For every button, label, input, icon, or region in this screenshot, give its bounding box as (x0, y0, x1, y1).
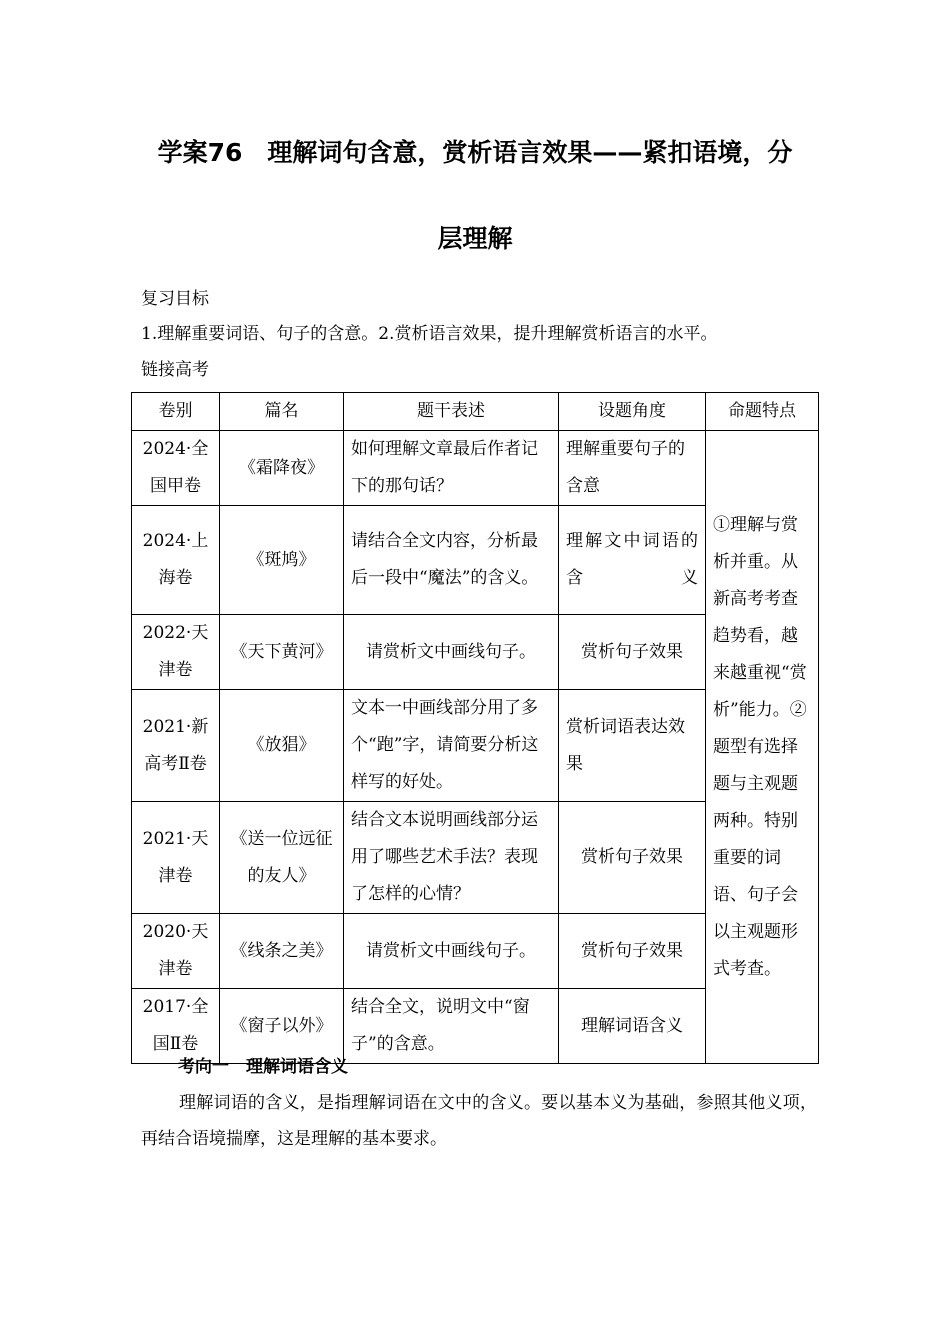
cell-article: 《天下黄河》 (220, 615, 344, 690)
cell-article: 《斑鸠》 (220, 506, 344, 615)
cell-angle: 赏析词语表达效果 (559, 690, 706, 802)
link-exam-heading: 链接高考 (141, 360, 209, 380)
cell-angle: 理解词语含义 (559, 989, 706, 1064)
cell-angle: 理解文中词语的含义 (559, 506, 706, 615)
cell-feature: ①理解与赏析并重。从新高考考查趋势看，越来越重视“赏析”能力。②题型有选择题与主观题两种。特别重要的词语、句子会以主观题形式考查。 (706, 431, 819, 1064)
cell-question: 结合全文，说明文中“窗子”的含意。 (344, 989, 559, 1064)
table-row (132, 431, 819, 506)
cell-paper: 2024·全国甲卷 (132, 431, 220, 506)
section-heading: 考向一 理解词语含义 (178, 1057, 348, 1077)
cell-article: 《送一位远征的友人》 (220, 802, 344, 914)
header-feature: 命题特点 (706, 393, 819, 431)
cell-angle: 赏析句子效果 (559, 914, 706, 989)
cell-paper: 2021·新高考Ⅱ卷 (132, 690, 220, 802)
cell-question: 文本一中画线部分用了多个“跑”字，请简要分析这样写的好处。 (344, 690, 559, 802)
cell-paper: 2020·天津卷 (132, 914, 220, 989)
review-goal-text: 1.理解重要词语、句子的含意。2.赏析语言效果，提升理解赏析语言的水平。 (141, 324, 718, 344)
page-title-line-2: 层理解 (437, 224, 513, 253)
exam-table (131, 392, 819, 1064)
cell-angle: 赏析句子效果 (559, 802, 706, 914)
cell-question: 请赏析文中画线句子。 (344, 914, 559, 989)
cell-paper: 2017·全国Ⅱ卷 (132, 989, 220, 1064)
cell-paper: 2021·天津卷 (132, 802, 220, 914)
cell-question: 请结合全文内容，分析最后一段中“魔法”的含义。 (344, 506, 559, 615)
review-goal-heading: 复习目标 (141, 289, 209, 309)
section-paragraph: 理解词语的含义，是指理解词语在文中的含义。要以基本义为基础，参照其他义项，再结合语境揣摩，这是理解的基本要求。 (141, 1093, 817, 1149)
cell-question: 结合文本说明画线部分运用了哪些艺术手法？表现了怎样的心情？ (344, 802, 559, 914)
page-title-line-1: 学案76 理解词句含意，赏析语言效果——紧扣语境，分 (157, 138, 793, 167)
header-angle: 设题角度 (559, 393, 706, 431)
header-article: 篇名 (220, 393, 344, 431)
cell-article: 《窗子以外》 (220, 989, 344, 1064)
cell-paper: 2024·上海卷 (132, 506, 220, 615)
cell-article: 《霜降夜》 (220, 431, 344, 506)
header-question: 题干表述 (344, 393, 559, 431)
cell-angle: 赏析句子效果 (559, 615, 706, 690)
cell-article: 《线条之美》 (220, 914, 344, 989)
cell-question: 请赏析文中画线句子。 (344, 615, 559, 690)
table-header-row (132, 393, 819, 431)
cell-paper: 2022·天津卷 (132, 615, 220, 690)
cell-article: 《放猖》 (220, 690, 344, 802)
header-paper: 卷别 (132, 393, 220, 431)
cell-angle: 理解重要句子的含意 (559, 431, 706, 506)
cell-question: 如何理解文章最后作者记下的那句话？ (344, 431, 559, 506)
